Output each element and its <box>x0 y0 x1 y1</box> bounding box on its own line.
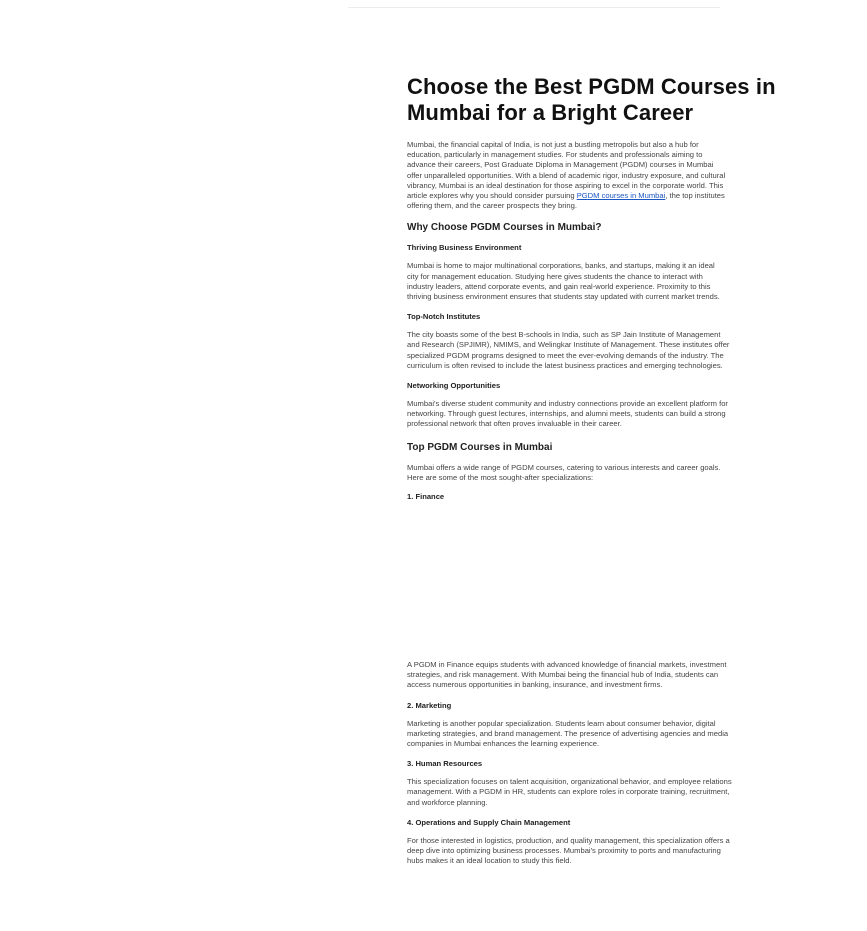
intro-line: advance their careers, Post Graduate Diploma in Management (PGDM) courses in Mumbai <box>407 160 714 170</box>
top-courses-heading: Top PGDM Courses in Mumbai <box>407 441 553 453</box>
paragraph-line: Mumbai is home to major multinational corporations, banks, and startups, making it an ideal <box>407 261 715 271</box>
thriving-heading: Thriving Business Environment <box>407 243 522 253</box>
hr-paragraph <box>407 777 867 808</box>
intro-paragraph <box>407 140 867 211</box>
finance-heading: 1. Finance <box>407 492 445 502</box>
pgdm-courses-link[interactable]: PGDM courses in Mumbai <box>576 191 666 201</box>
marketing-heading: 2. Marketing <box>407 700 452 710</box>
paragraph-line: and workforce planning. <box>407 797 488 807</box>
paragraph-line: curriculum is often revised to include the latest business practices and emerging technologies. <box>407 360 723 370</box>
article-title <box>407 74 867 126</box>
networking-paragraph <box>407 399 867 430</box>
paragraph-line: and Research (SPJIMR), NMIMS, and Welingkar Institute of Management. These institutes offer <box>407 340 730 350</box>
intro-line: vibrancy, Mumbai is an ideal destination for those aspiring to excel in the corporate world. This <box>407 180 724 190</box>
article <box>407 74 867 867</box>
paragraph-line: Mumbai's diverse student community and industry connections provide an excellent platform for <box>407 399 728 409</box>
intro-line: offering them, and the career prospects they bring. <box>407 201 577 211</box>
operations-heading: 4. Operations and Supply Chain Management <box>407 817 571 827</box>
image-placeholder <box>407 502 867 660</box>
hr-heading: 3. Human Resources <box>407 759 483 769</box>
top-divider <box>348 7 720 8</box>
intro-link-pre: article explores why you should consider pursuing <box>407 191 577 201</box>
paragraph-line: hubs makes it an ideal location to study this field. <box>407 856 572 866</box>
intro-line: offer unparalleled opportunities. With a blend of academic rigor, industry exposure, and cultural <box>407 170 726 180</box>
thriving-paragraph <box>407 261 867 302</box>
paragraph-line: management. With a PGDM in HR, students can explore roles in corporate training, recruitment, <box>407 787 730 797</box>
paragraph-line: specialized PGDM programs designed to meet the ever-evolving demands of the industry. The <box>407 350 724 360</box>
paragraph-line: access numerous opportunities in banking, insurance, and investment firms. <box>407 680 663 690</box>
institutes-heading: Top-Notch Institutes <box>407 312 481 322</box>
intro-link-post: , the top institutes <box>665 191 725 201</box>
intro-line: education, particularly in management studies. For students and professionals aiming to <box>407 150 703 160</box>
paragraph-line: strategies, and risk management. With Mumbai being the financial hub of India, students can <box>407 670 719 680</box>
networking-heading: Networking Opportunities <box>407 381 501 391</box>
paragraph-line: marketing strategies, and brand management. The presence of advertising agencies and media <box>407 728 729 738</box>
title-line-2: Mumbai for a Bright Career <box>407 100 694 125</box>
institutes-paragraph <box>407 330 867 371</box>
intro-line-with-link <box>407 191 867 201</box>
paragraph-line: Mumbai offers a wide range of PGDM courses, catering to various interests and career goals. <box>407 462 721 472</box>
title-line-1: Choose the Best PGDM Courses in <box>407 74 776 99</box>
marketing-paragraph <box>407 719 867 750</box>
paragraph-line: deep dive into optimizing business processes. Mumbai's proximity to ports and manufacturing <box>407 846 721 856</box>
paragraph-line: For those interested in logistics, production, and quality management, this specialization offers a <box>407 835 730 845</box>
paragraph-line: thriving business environment ensures that students stay updated with current market trends. <box>407 292 720 302</box>
paragraph-line: city for management education. Studying here gives students the chance to interact with <box>407 271 703 281</box>
paragraph-line: Here are some of the most sought-after specializations: <box>407 472 594 482</box>
operations-paragraph <box>407 836 867 867</box>
paragraph-line: A PGDM in Finance equips students with advanced knowledge of financial markets, investment <box>407 660 727 670</box>
paragraph-line: The city boasts some of the best B-schools in India, such as SP Jain Institute of Management <box>407 330 721 340</box>
top-courses-paragraph <box>407 463 867 483</box>
paragraph-line: companies in Mumbai enhances the learning experience. <box>407 739 600 749</box>
intro-line: Mumbai, the financial capital of India, is not just a bustling metropolis but also a hub for <box>407 140 699 149</box>
paragraph-line: networking. Through guest lectures, internships, and alumni meets, students can build a strong <box>407 409 726 419</box>
paragraph-line: industry leaders, attend corporate events, and gain real-world experience. Proximity to this <box>407 281 711 291</box>
why-heading: Why Choose PGDM Courses in Mumbai? <box>407 222 602 234</box>
paragraph-line: Marketing is another popular specialization. Students learn about consumer behavior, digital <box>407 718 716 728</box>
paragraph-line: professional network that often proves invaluable in their career. <box>407 419 622 429</box>
paragraph-line: This specialization focuses on talent acquisition, organizational behavior, and employee relations <box>407 777 732 787</box>
finance-paragraph <box>407 660 867 691</box>
